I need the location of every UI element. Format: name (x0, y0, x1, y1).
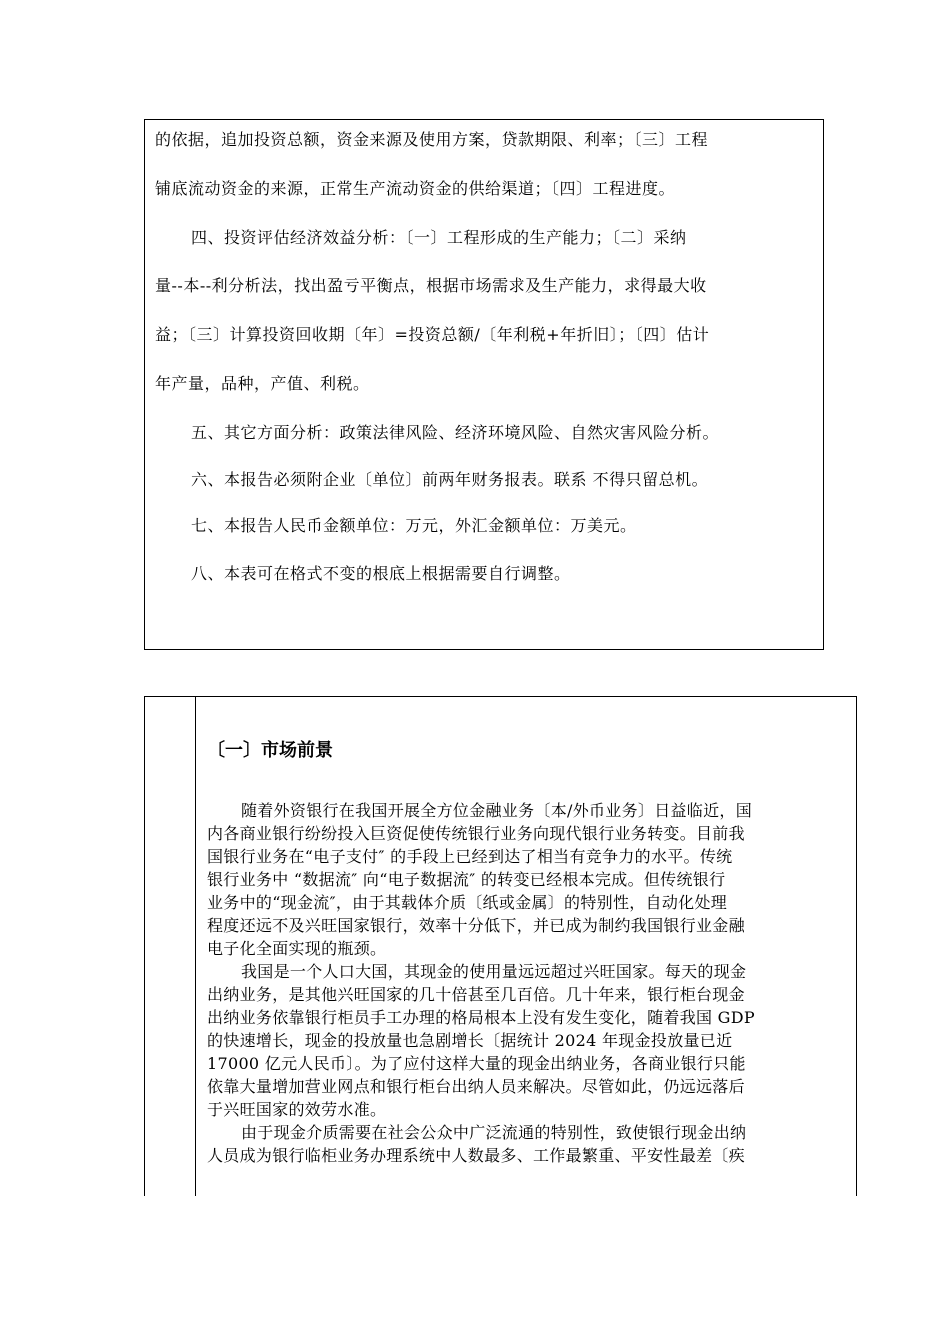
text-line: 铺底流动资金的来源，正常生产流动资金的供给渠道；〔四〕工程进度。 (155, 179, 676, 198)
text-line: 出纳业务，是其他兴旺国家的几十倍甚至几百倍。几十年来，银行柜台现金 (207, 985, 745, 1004)
text-line: 四、投资评估经济效益分析：〔一〕工程形成的生产能力；〔二〕采纳 (191, 228, 687, 247)
text-line: 内各商业银行纷纷投入巨资促使传统银行业务向现代银行业务转变。目前我 (207, 824, 745, 843)
text-line: 益；〔三〕计算投资回收期〔年〕=投资总额/〔年利税+年折旧〕；〔四〕估计 (155, 325, 710, 344)
text-line: 六、本报告必须附企业〔单位〕前两年财务报表。联系 不得只留总机。 (191, 470, 709, 489)
text-line: 程度还远不及兴旺国家银行，效率十分低下，并已成为制约我国银行业金融 (207, 916, 745, 935)
text-line: 随着外资银行在我国开展全方位金融业务〔本/外币业务〕日益临近，国 (241, 801, 752, 820)
text-line: 17000 亿元人民币〕。为了应付这样大量的现金出纳业务，各商业银行只能 (207, 1054, 746, 1073)
column-divider (195, 697, 196, 1196)
text-line: 五、其它方面分析：政策法律风险、经济环境风险、自然灾害风险分析。 (191, 423, 720, 442)
text-line: 国银行业务在“电子支付″ 的手段上已经到达了相当有竞争力的水平。传统 (207, 847, 733, 866)
text-line: 出纳业务依靠银行柜员手工办理的格局根本上没有发生变化，随着我国 GDP (207, 1008, 755, 1027)
text-line: 七、本报告人民币金额单位：万元，外汇金额单位：万美元。 (191, 516, 637, 535)
text-line: 电子化全面实现的瓶颈。 (207, 939, 387, 958)
section-heading: 〔一〕市场前景 (207, 740, 333, 761)
requirements-table (144, 119, 824, 650)
text-line: 业务中的“现金流″，由于其载体介质〔纸或金属〕的特别性，自动化处理 (207, 893, 728, 912)
text-line: 依靠大量增加营业网点和银行柜台出纳人员来解决。尽管如此，仍远远落后 (207, 1077, 745, 1096)
market-outlook-table (144, 696, 857, 1196)
text-line: 的快速增长，现金的投放量也急剧增长〔据统计 2024 年现金投放量已近 (207, 1031, 733, 1050)
text-line: 人员成为银行临柜业务办理系统中人数最多、工作最繁重、平安性最差〔疾 (207, 1146, 745, 1165)
text-line: 银行业务中 “数据流″ 向“电子数据流″ 的转变已经根本完成。但传统银行 (207, 870, 726, 889)
text-line: 年产量，品种，产值、利税。 (155, 374, 370, 393)
text-line: 八、本表可在格式不变的根底上根据需要自行调整。 (191, 564, 571, 583)
text-line: 的依据，追加投资总额，资金来源及使用方案，贷款期限、利率；〔三〕工程 (155, 130, 709, 149)
text-line: 我国是一个人口大国，其现金的使用量远远超过兴旺国家。每天的现金 (241, 962, 747, 981)
text-line: 由于现金介质需要在社会公众中广泛流通的特别性，致使银行现金出纳 (241, 1123, 747, 1142)
text-line: 量--本--利分析法，找出盈亏平衡点，根据市场需求及生产能力，求得最大收 (155, 276, 707, 295)
text-line: 于兴旺国家的效劳水准。 (207, 1100, 387, 1119)
